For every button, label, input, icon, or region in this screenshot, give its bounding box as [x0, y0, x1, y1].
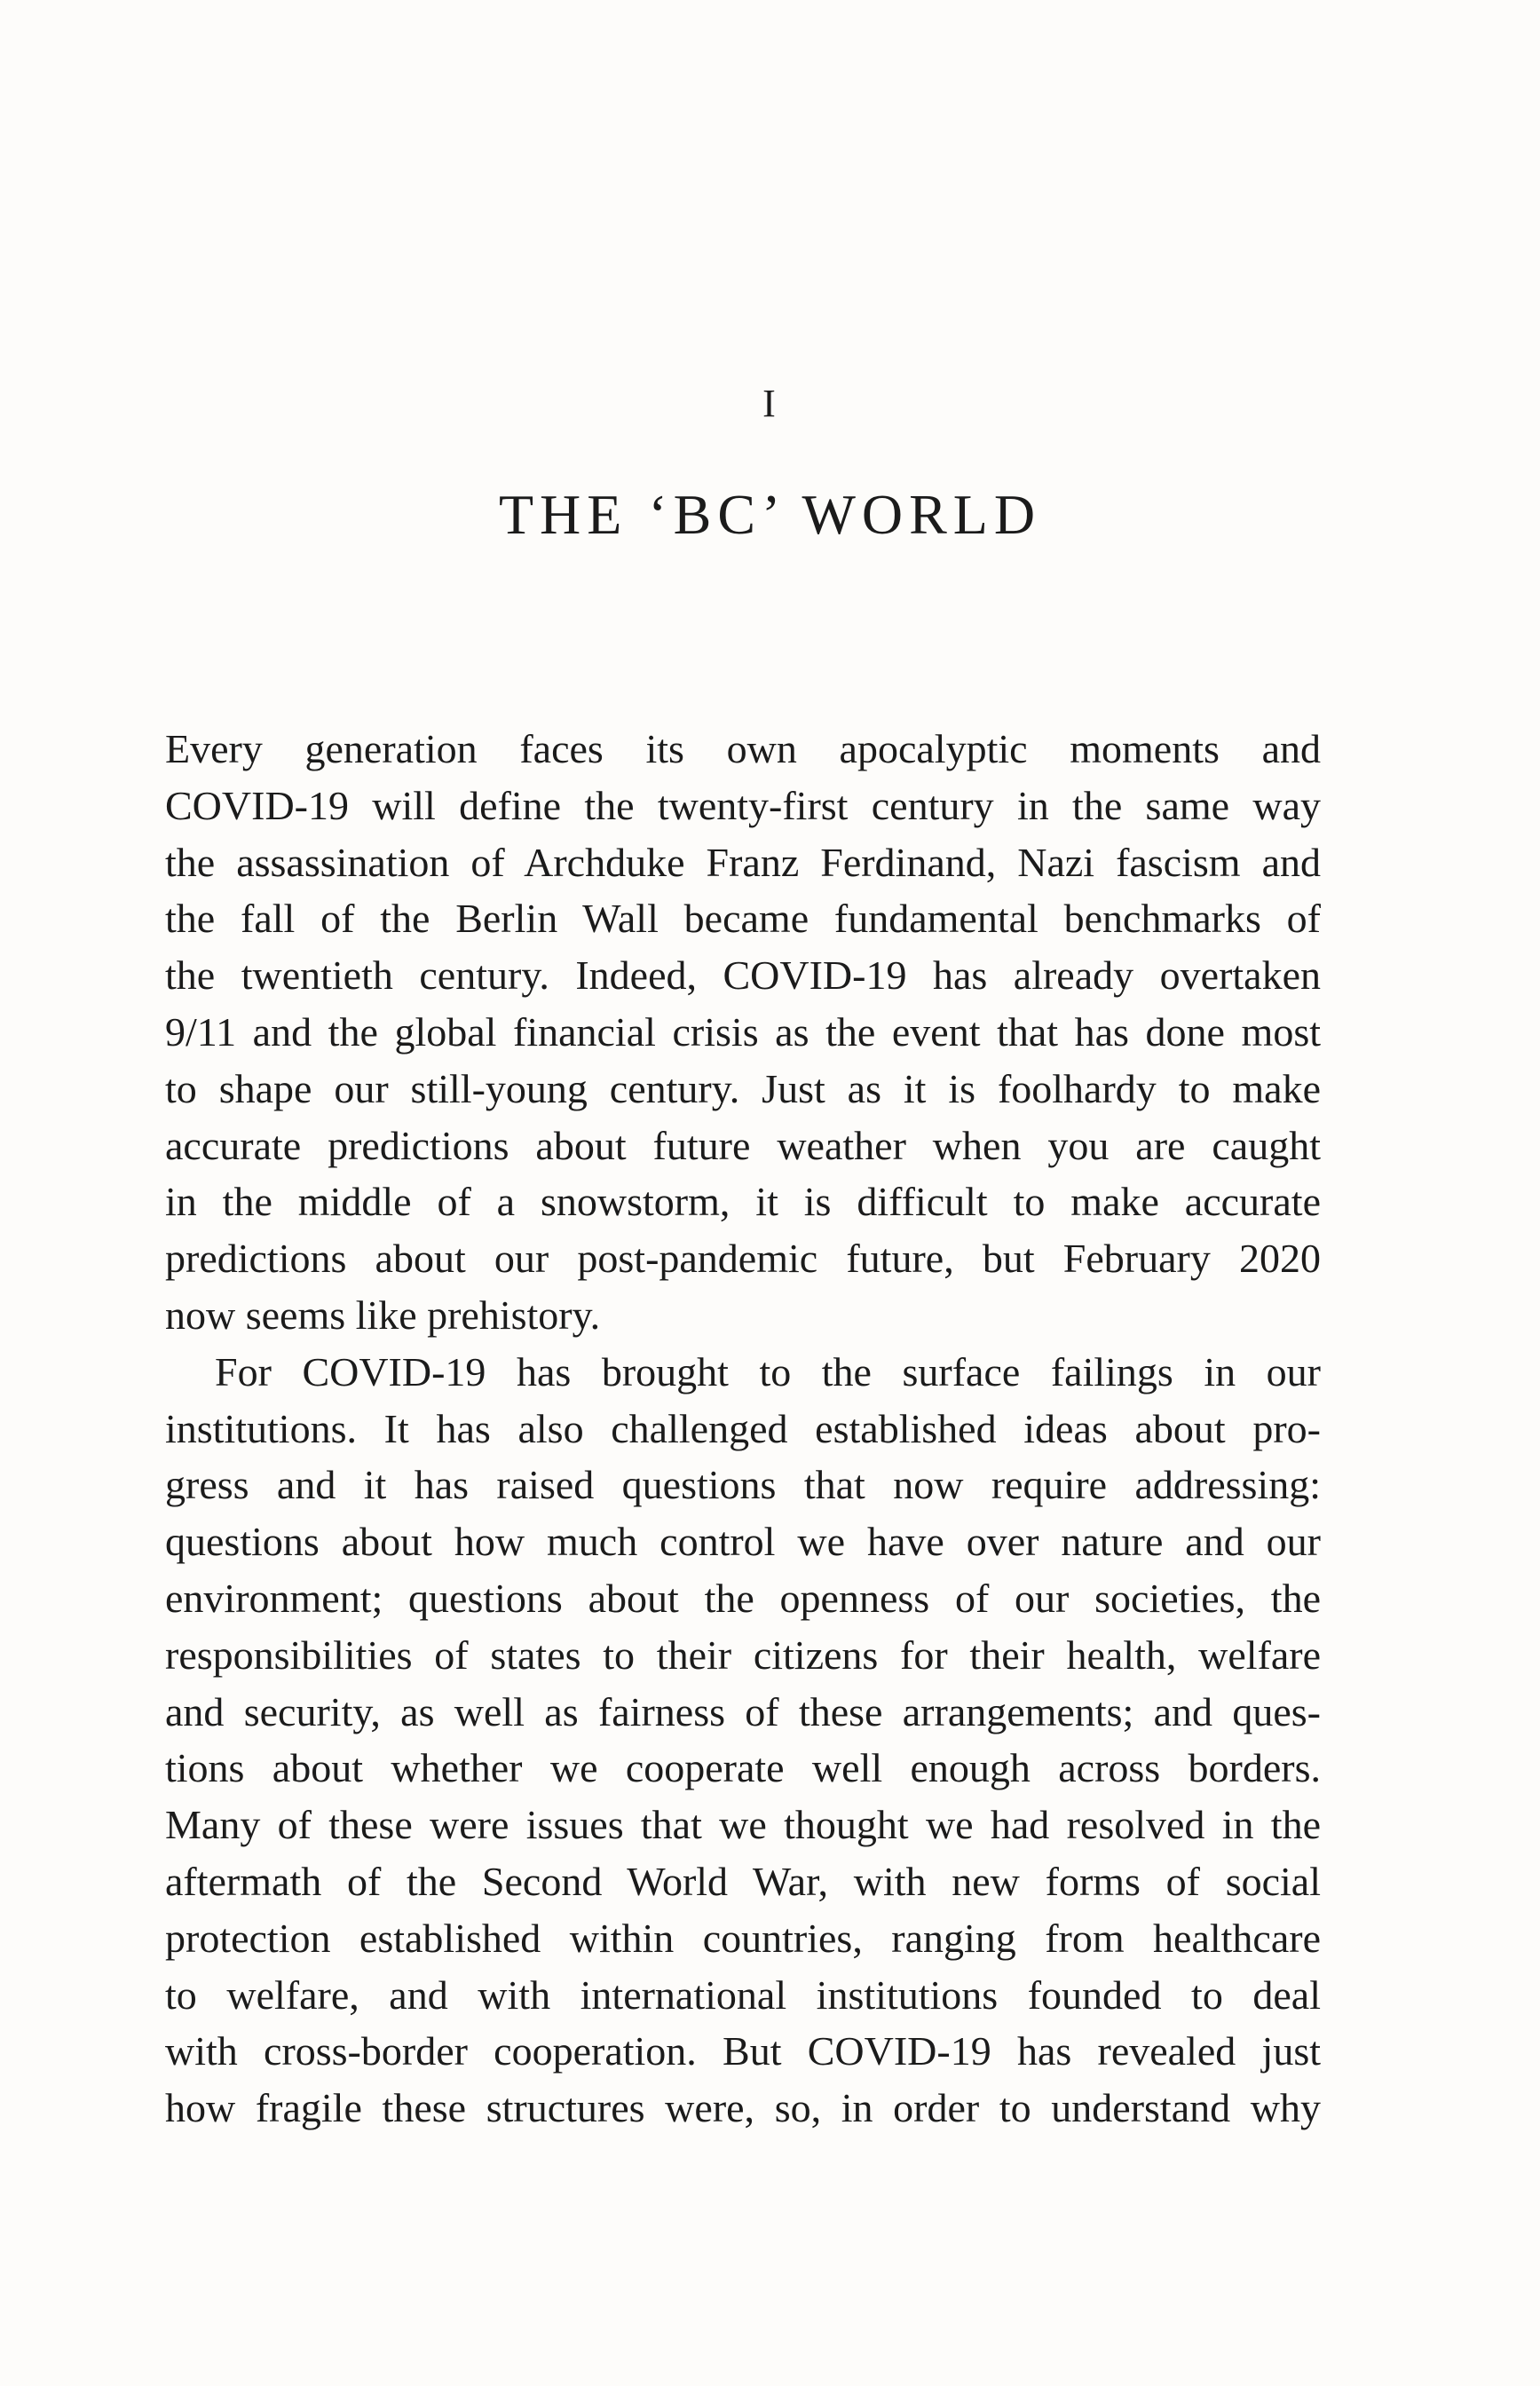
text-line: environment; questions about the openness of our societies, the — [165, 1575, 1321, 1621]
text-line: protection established within countries, ranging from healthcare — [165, 1915, 1321, 1961]
text-line: Every generation faces its own apocalyptic moments and — [165, 726, 1321, 771]
text-line: tions about whether we cooperate well enough across borders. — [165, 1745, 1321, 1791]
paragraph-2 — [165, 1344, 1321, 2137]
text-line: to shape our still-young century. Just as it is foolhardy to make — [165, 1065, 1321, 1111]
chapter-number: I — [762, 382, 778, 425]
text-line: the twentieth century. Indeed, COVID-19 has already overtaken — [165, 952, 1321, 999]
paragraph-1 — [165, 721, 1321, 1344]
text-line: predictions about our post-pandemic future, but February 2020 — [165, 1236, 1321, 1282]
text-line: responsibilities of states to their citizens for their health, welfare — [165, 1631, 1321, 1678]
text-line: with cross-border cooperation. But COVID-19 has revealed just — [165, 2028, 1321, 2074]
text-line: and security, as well as fairness of these arrangements; and ques- — [165, 1688, 1321, 1734]
text-line: aftermath of the Second World War, with new forms of social — [165, 1858, 1321, 1904]
text-line: now seems like prehistory. — [165, 1292, 601, 1338]
chapter-title: THE ‘BC’ WORLD — [498, 483, 1042, 546]
text-line: how fragile these structures were, so, in order to understand why — [165, 2085, 1321, 2131]
text-line: COVID-19 will define the twenty-first century in the same way — [165, 782, 1321, 828]
text-line: institutions. It has also challenged established ideas about pro- — [165, 1405, 1321, 1451]
text-line: Many of these were issues that we thought we had resolved in the — [165, 1802, 1321, 1848]
text-line: the assassination of Archduke Franz Ferdinand, Nazi fascism and — [165, 839, 1321, 885]
text-line: in the middle of a snowstorm, it is difficult to make accurate — [165, 1179, 1321, 1225]
text-line: to welfare, and with international institutions founded to deal — [165, 1971, 1321, 2018]
text-line: accurate predictions about future weather when you are caught — [165, 1122, 1321, 1168]
text-line: gress and it has raised questions that now require addressing: — [165, 1462, 1321, 1508]
text-line: For COVID-19 has brought to the surface failings in our — [215, 1348, 1321, 1394]
text-line: the fall of the Berlin Wall became fundamental benchmarks of — [165, 896, 1321, 942]
text-line: questions about how much control we have over nature and our — [165, 1519, 1321, 1565]
text-line: 9/11 and the global financial crisis as the event that has done most — [165, 1008, 1321, 1055]
body-text — [165, 721, 1321, 2137]
